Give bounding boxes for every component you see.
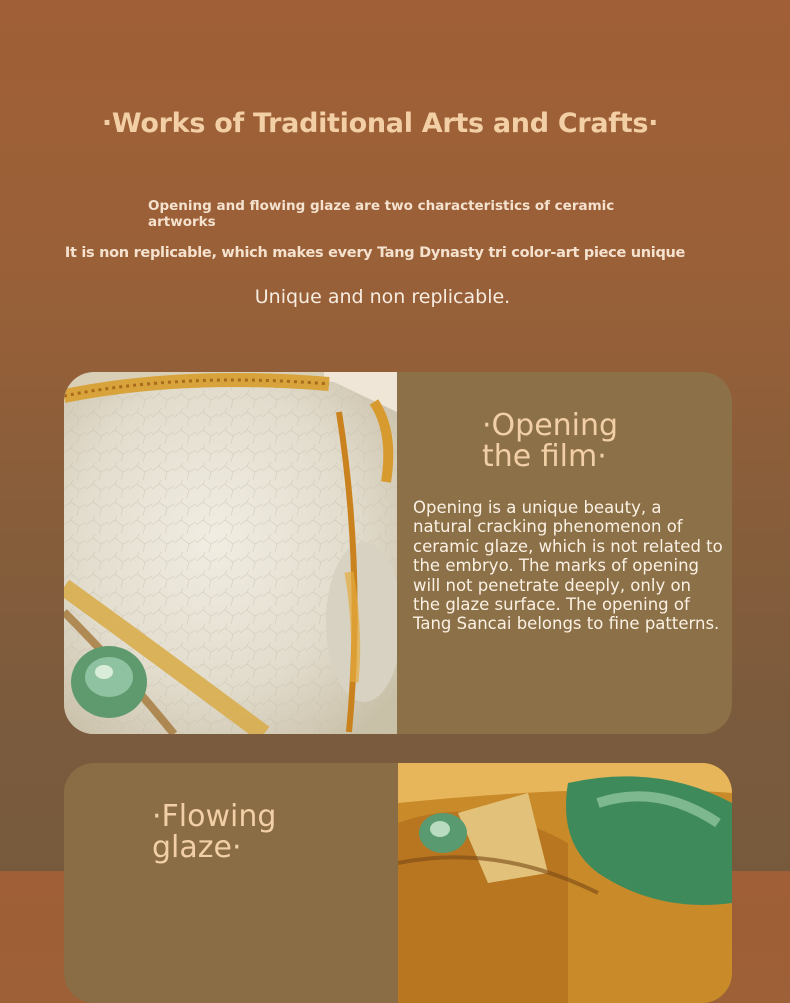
opening-film-title-line2: the film· — [482, 439, 607, 474]
opening-film-title — [482, 410, 618, 472]
page-title: ·Works of Traditional Arts and Crafts· — [101, 108, 659, 139]
crackled-glaze-photo — [64, 372, 397, 734]
flowing-glaze-title-line1: ·Flowing — [152, 799, 277, 834]
flowing-glaze-title-line2: glaze· — [152, 830, 242, 865]
flowing-glaze-photo — [398, 763, 732, 1003]
opening-film-card — [64, 372, 732, 734]
opening-film-description: Opening is a unique beauty, a natural cracking phenomenon of ceramic glaze, which is not related to the embryo. The marks of opening will not penetrate deeply, only on the glaze surface. The opening of Tang Sancai belongs to fine patterns. — [413, 498, 723, 634]
flowing-glaze-card — [64, 763, 732, 1003]
intro-line-non-replicable: Unique and non replicable. — [254, 286, 511, 308]
flowing-glaze-title — [152, 801, 276, 863]
intro-line-unique: It is non replicable, which makes every Tang Dynasty tri color-art piece unique — [64, 245, 686, 261]
opening-film-title-line1: ·Opening — [482, 408, 619, 443]
intro-line-characteristics: Opening and flowing glaze are two characteristics of ceramic artworks — [148, 198, 615, 230]
